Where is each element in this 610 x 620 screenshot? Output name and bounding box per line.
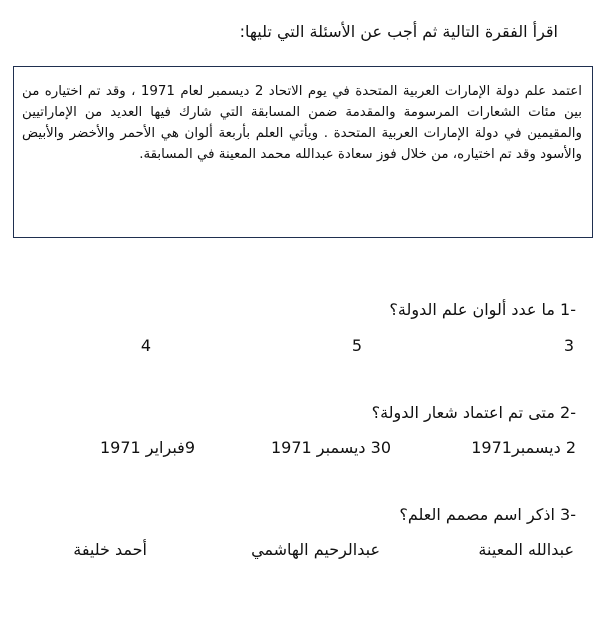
question-1-option-a: 3: [563, 336, 574, 355]
question-3-options: [0, 540, 610, 566]
question-2: [372, 403, 576, 422]
question-2-option-b: 30 ديسمبر 1971: [270, 438, 391, 457]
question-3-option-a: عبدالله المعينة: [478, 540, 574, 559]
question-1-option-c: 4: [140, 336, 151, 355]
instruction-text: اقرأ الفقرة التالية ثم أجب عن الأسئلة التي تليها:: [239, 22, 558, 41]
question-1: [389, 300, 576, 319]
question-3-text: اذكر اسم مصمم العلم؟: [399, 505, 555, 524]
question-3: [399, 505, 576, 524]
question-2-text: متى تم اعتماد شعار الدولة؟: [371, 403, 555, 422]
question-3-number: 3-: [560, 505, 576, 524]
question-2-options: [0, 438, 610, 464]
question-3-option-b: عبدالرحيم الهاشمي: [251, 540, 380, 559]
question-2-option-a: 2 ديسمبر1971: [471, 438, 576, 457]
passage-text: اعتمد علم دولة الإمارات العربية المتحدة في يوم الاتحاد 2 ديسمبر لعام 1971 ، وقد تم اختياره من بين مئات الشعارات المرسومة والمقدمة ضمن المسابقة التي شارك فيها العديد من الإماراتيين والمقيمين في دولة الإمارات العربية المتحدة . ويأتي العلم بأربعة ألوان هي الأحمر والأخضر والأبيض والأسود وقد تم اختياره، من خلال فوز سعادة عبدالله محمد المعينة في المسابقة.: [22, 84, 582, 162]
question-3-option-c: أحمد خليفة: [73, 540, 147, 559]
question-1-text: ما عدد ألوان علم الدولة؟: [389, 300, 555, 319]
question-2-number: 2-: [560, 403, 576, 422]
passage-box: [13, 66, 593, 238]
question-2-option-c: 9فبراير 1971: [99, 438, 195, 457]
question-1-option-b: 5: [351, 336, 362, 355]
question-1-number: 1-: [560, 300, 576, 319]
question-1-options: [0, 336, 610, 362]
